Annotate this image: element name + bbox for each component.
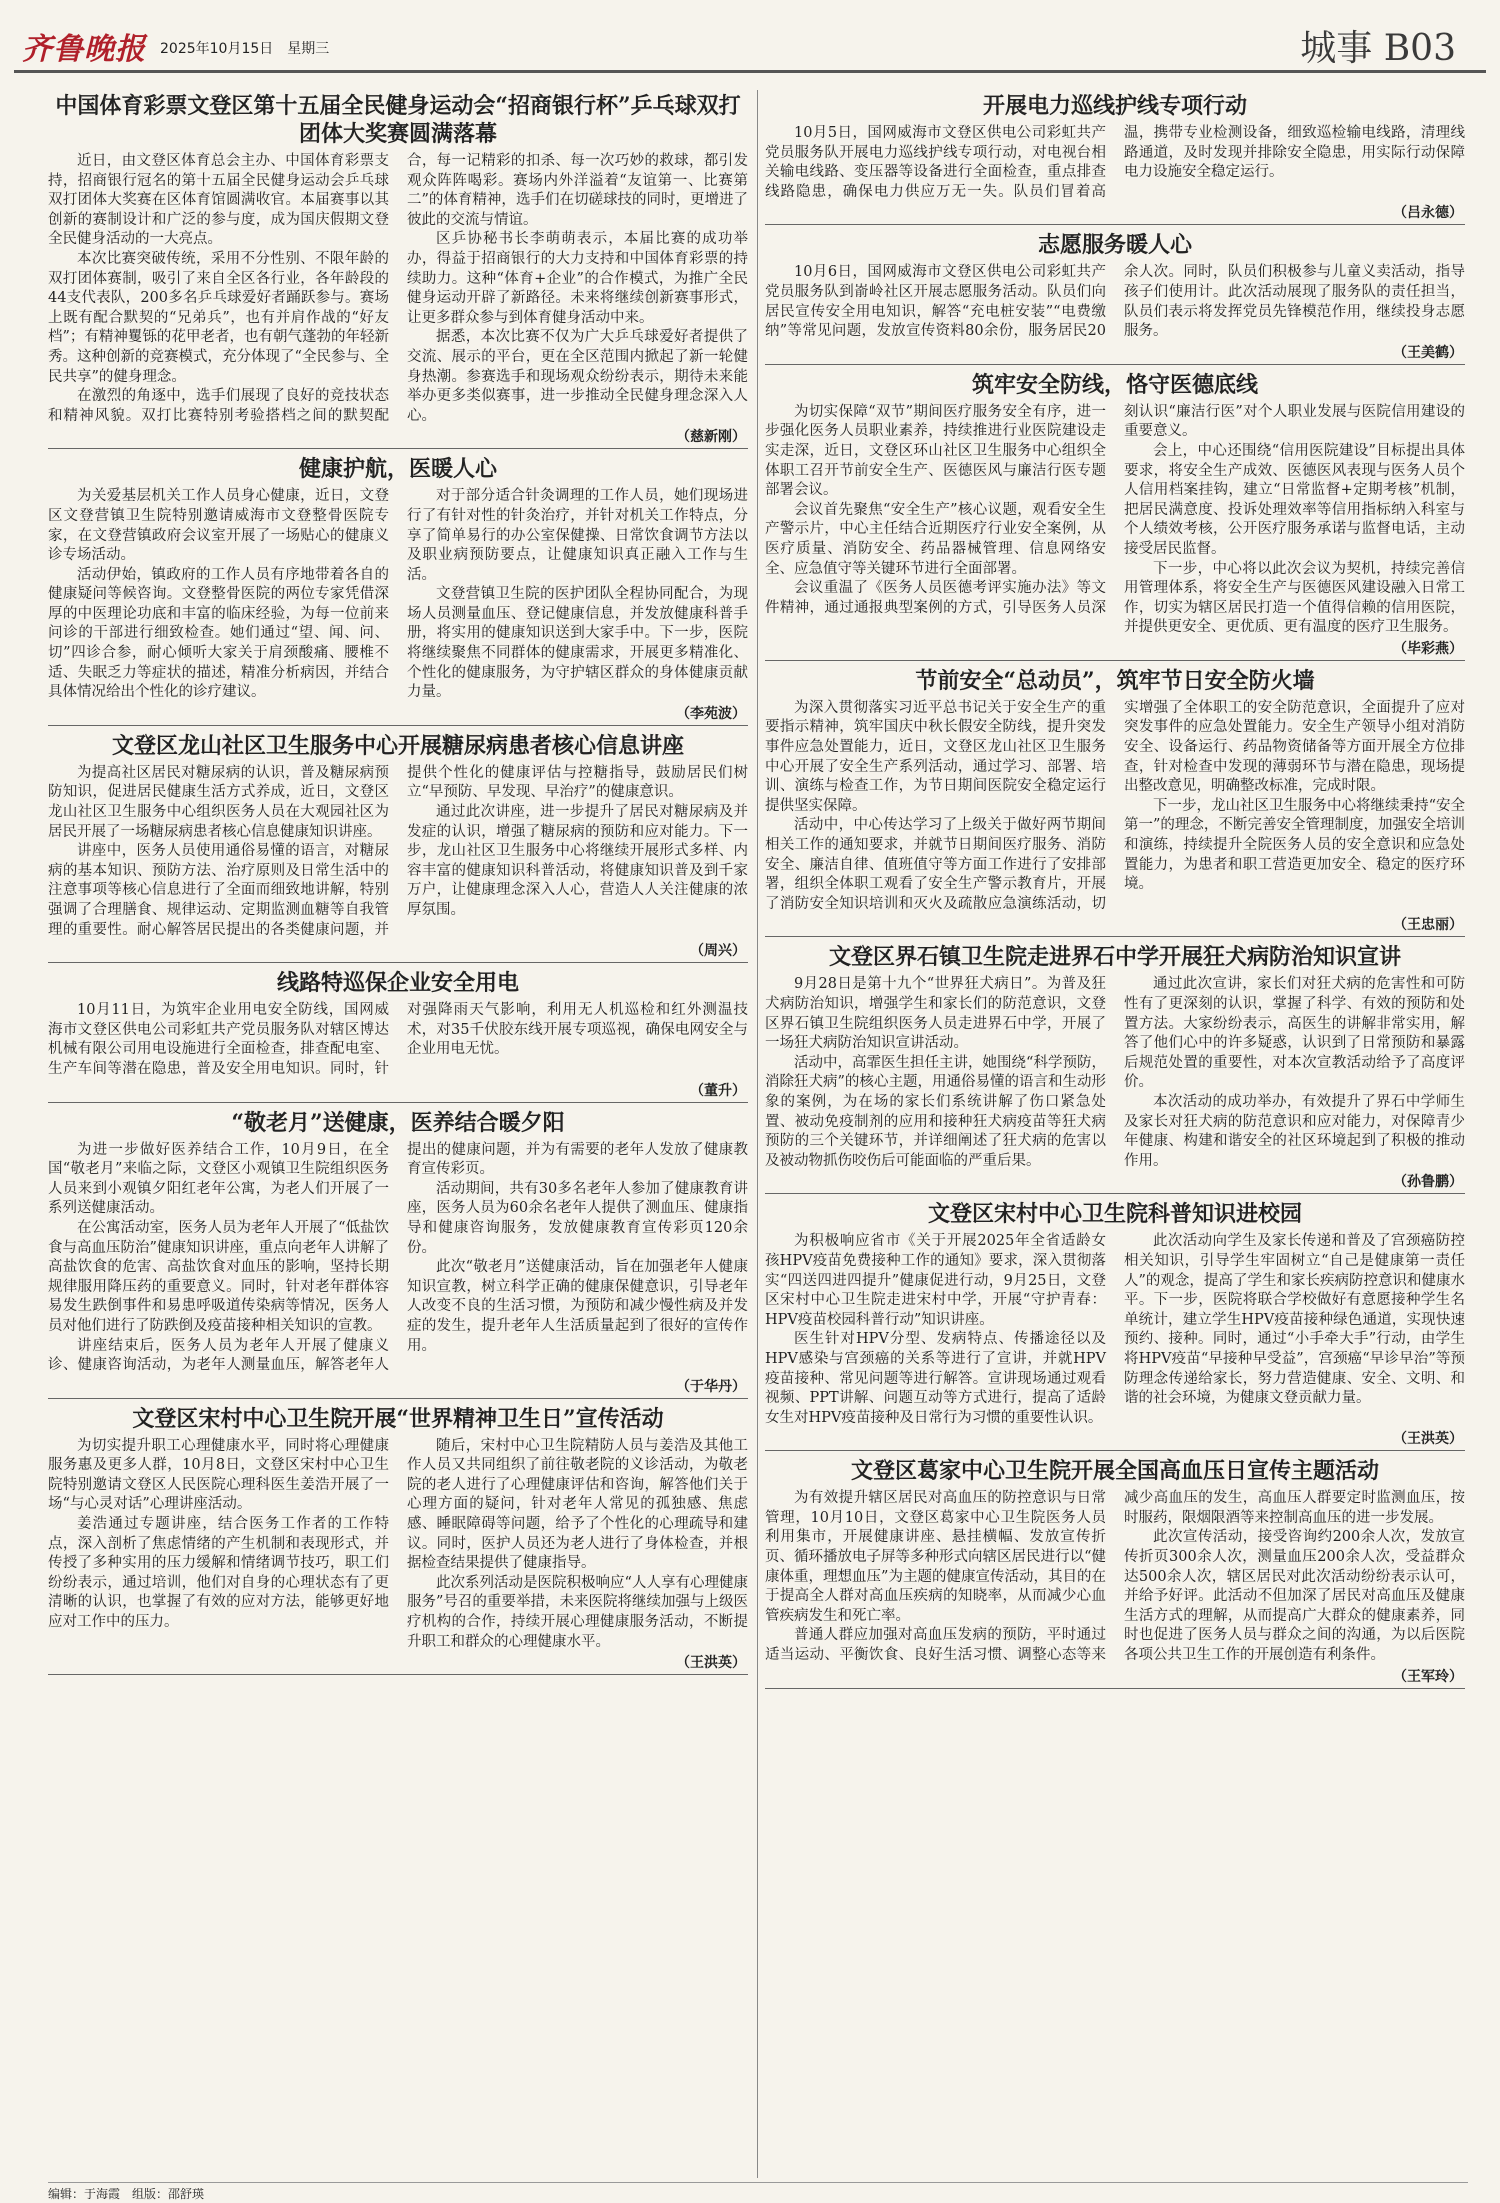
article [765, 369, 1465, 661]
article [48, 730, 748, 963]
article-byline: （王忠丽） [1393, 917, 1463, 934]
article-headline: 文登区宋村中心卫生院科普知识进校园 [927, 1201, 1302, 1228]
article-body [765, 1489, 1465, 1665]
article [765, 1455, 1465, 1688]
article-paragraph: 此次“敬老月”送健康活动，旨在加强老年人健康知识宣教，树立科学正确的健康保健意识，引导老年人改变不良的生活习惯，为预防和减少慢性病及并发症的发生，提升老年人生活质量起到了很好的宣传作用。 [407, 1259, 748, 1354]
article-paragraph: 普通人群应加强对高血压发病的预防，平时通过适当运动、平衡饮食、良好生活习惯、调整心态等来减少高血压的发生，高血压人群要定时监测血压，按时服药，限烟限酒等来控制高血压的进一步发展。 [765, 1490, 1465, 1664]
article-paragraph: 此次活动向学生及家长传递和普及了宫颈癌防控相关知识，引导学生牢固树立“自己是健康第一责任人”的观念，提高了学生和家长疾病防控意识和健康水平。下一步，医院将联合学校做好有意愿接种学生名单统计，建立学生HPV疫苗接种绿色通道，实现快速预约、接种。同时，通过“小手牵大手”行动，由学生将HPV疫苗“早接种早受益”，宫颈癌“早诊早治”等预防理念传递给家长，努力营造健康、安全、文明、和谐的社会环境，为健康文登贡献力量。 [1124, 1233, 1465, 1407]
article-paragraph: 近日，由文登区体育总会主办、中国体育彩票支持，招商银行冠名的第十五届全民健身运动会乒乓球双打团体大奖赛在区体育馆圆满收官。本届赛事以其创新的赛制设计和广泛的参与度，成为国庆假期文登全民健身活动的一大亮点。 [48, 153, 389, 248]
section-label: 城事 B03 [1300, 28, 1456, 69]
article-headline: 志愿服务暖人心 [1037, 232, 1192, 259]
right-column [765, 90, 1465, 2178]
article-paragraph: 在公寓活动室，医务人员为老年人开展了“低盐饮食与高血压防治”健康知识讲座，重点向老年人讲解了高盐饮食的危害、高盐饮食对血压的影响，坚持长期规律服用降压药的重要意义。同时，针对老年群体容易发生跌倒事件和易患呼吸道传染病等情况，医务人员对他们进行了防跌倒及疫苗接种相关知识的宣教。 [48, 1219, 389, 1334]
article-paragraph: 通过此次宣讲，家长们对狂犬病的危害性和可防性有了更深刻的认识，掌握了科学、有效的预防和处置方法。大家纷纷表示，高医生的讲解非常实用，解答了他们心中的许多疑惑，认识到了日常预防和暴露后规范处置的重要性，对本次宣教活动给予了高度评价。 [1124, 976, 1465, 1091]
article-paragraph: 下一步，中心将以此次会议为契机，持续完善信用管理体系，将安全生产与医德医风建设融入日常工作，切实为辖区居民打造一个值得信赖的信用医院，并提供更安全、更优质、更有温度的医疗卫生服务。 [1124, 560, 1465, 636]
article-paragraph: 姜浩通过专题讲座，结合医务工作者的工作特点，深入剖析了焦虑情绪的产生机制和表现形式，并传授了多种实用的压力缓解和情绪调节技巧，职工们纷纷表示，通过培训，他们对自身的心理状态有了更清晰的认识，也掌握了有效的应对方法，能够更好地应对工作中的压力。 [48, 1516, 389, 1631]
article-paragraph: 为积极响应省市《关于开展2025年全省适龄女孩HPV疫苗免费接种工作的通知》要求，深入贯彻落实“四送四进四提升”健康促进行动，9月25日，文登区宋村中心卫生院走进宋村中学，开展“守护青春：HPV疫苗校园科普行动”知识讲座。 [765, 1233, 1106, 1328]
article [765, 229, 1465, 364]
article-headline: 文登区葛家中心卫生院开展全国高血压日宣传主题活动 [850, 1458, 1379, 1485]
article-paragraph: 下一步，龙山社区卫生服务中心将继续秉持“安全第一”的理念，不断完善安全管理制度，加强安全培训和演练，持续提升全院医务人员的安全意识和应急处置能力，为患者和职工营造更加安全、稳定的医疗环境。 [1124, 797, 1465, 893]
article-body [48, 1001, 748, 1079]
article-byline: （孙鲁鹏） [1393, 1174, 1463, 1191]
article-headline: 文登区界石镇卫生院走进界石中学开展狂犬病防治知识宣讲 [828, 944, 1401, 971]
article-paragraph: 本次比赛突破传统，采用不分性别、不限年龄的双打团体赛制，吸引了来自全区各行业，各年龄段的44支代表队，200多名乒乓球爱好者踊跃参与。赛场上既有配合默契的“兄弟兵”，也有并肩作战的“好友档”；有精神矍铄的花甲老者，也有朝气蓬勃的年轻新秀。这种创新的竞赛模式，充分体现了“全民参与、全民共享”的健身理念。 [48, 250, 389, 385]
article-headline: 文登区宋村中心卫生院开展“世界精神卫生日”宣传活动 [132, 1405, 664, 1432]
issue-date: 2025年10月15日 星期三 [160, 41, 330, 57]
article-paragraph: 为关爱基层机关工作人员身心健康，近日，文登区文登营镇卫生院特别邀请威海市文登整骨医院专家，在文登营镇政府会议室开展了一场贴心的健康义诊专场活动。 [48, 488, 389, 564]
article-paragraph: 为切实提升职工心理健康水平，同时将心理健康服务惠及更多人群，10月8日，文登区宋村中心卫生院特别邀请文登区人民医院心理科医生姜浩开展了一场“与心灵对话”心理讲座活动。 [48, 1437, 389, 1513]
article-paragraph: 为切实保障“双节”期间医疗服务安全有序，进一步强化医务人员职业素养，持续推进行业医院建设走实走深，近日，文登区环山社区卫生服务中心组织全体职工召开节前安全生产、医德医风与廉洁行医专题部署会议。 [765, 403, 1106, 499]
article-paragraph: 活动伊始，镇政府的工作人员有序地带着各自的健康疑问等候咨询。文登整骨医院的两位专家凭借深厚的中医理论功底和丰富的临床经验，为每一位前来问诊的干部进行细致检查。她们通过“望、闻、问、切”四诊合参，耐心倾听大家关于肩颈酸痛、腰椎不适、失眠乏力等症状的描述，精准分析病因，并结合具体情况给出个性化的诊疗建议。 [48, 566, 389, 701]
article [48, 1403, 748, 1676]
article-byline: （慈新刚） [676, 429, 746, 446]
article-paragraph: 10月5日，国网威海市文登区供电公司彩虹共产党员服务队开展电力巡线护线专项行动，对电视台相关输电线路、变压器等设备进行全面检查，重点排查线路隐患，确保电力供应万无一失。队员们冒着高温，携带专业检测设备，细致巡检输电线路，清理线路通道，及时发现并排除安全隐患，用实际行动保障电力设施安全稳定运行。 [765, 125, 1465, 200]
article-byline: （周兴） [690, 943, 746, 960]
article-paragraph: 活动中，高霏医生担任主讲，她围绕“科学预防，消除狂犬病”的核心主题，用通俗易懂的语言和生动形象的案例，为在场的家长们系统讲解了伤口紧急处置、被动免疫制剂的应用和接种狂犬病疫苗等狂犬病预防的三个关键环节，并详细阐述了狂犬病的危害以及被动物抓伤咬伤后可能面临的严重后果。 [765, 1054, 1106, 1169]
article-body [48, 1437, 748, 1653]
article-paragraph: 此次系列活动是医院积极响应“人人享有心理健康服务”号召的重要举措，未来医院将继续加强与上级医疗机构的合作，持续开展心理健康服务活动，不断提升职工和群众的心理健康水平。 [407, 1574, 748, 1650]
article-byline: （王军玲） [1393, 1668, 1463, 1685]
article-paragraph: 据悉，本次比赛不仅为广大乒乓球爱好者提供了交流、展示的平台，更在全区范围内掀起了新一轮健身热潮。参赛选手和现场观众纷纷表示，期待未来能举办更多类似赛事，进一步推动全民健身理念深入人心。 [407, 329, 748, 424]
article-body [48, 152, 748, 426]
article-byline: （吕永德） [1393, 205, 1463, 222]
article-byline: （于华丹） [676, 1378, 746, 1395]
article-paragraph: 此次宣传活动，接受咨询约200余人次，发放宣传折页300余人次，测量血压200余人次，受益群众达500余人次，辖区居民对此次活动纷纷表示认可，并给予好评。此活动不但加深了居民对高血压及健康生活方式的理解，从而提高广大群众的健康素养，同时也促进了医务人员与群众之间的沟通，为以后医院各项公共卫生工作的开展创造有利条件。 [1124, 1529, 1465, 1664]
article-paragraph: 9月28日是第十九个“世界狂犬病日”。为普及狂犬病防治知识，增强学生和家长们的防范意识，文登区界石镇卫生院组织医务人员走进界石中学，开展了一场狂犬病防治知识宣讲活动。 [765, 976, 1106, 1052]
article-paragraph: 为深入贯彻落实习近平总书记关于安全生产的重要指示精神，筑牢国庆中秋长假安全防线，提升突发事件应急处置能力，近日，文登区龙山社区卫生服务中心开展了安全生产系列活动，通过学习、部署、培训、演练与检查工作，为节日期间医院安全稳定运行提供坚实保障。 [765, 699, 1106, 814]
masthead-logo: 齐鲁晚报 [22, 32, 146, 67]
article-headline: “敬老月”送健康，医养结合暖夕阳 [231, 1109, 565, 1136]
left-column [48, 90, 748, 2178]
article-body [765, 263, 1465, 341]
article-byline: （王美鹤） [1393, 344, 1463, 361]
article-paragraph: 会议首先聚焦“安全生产”核心议题，观看安全生产警示片，中心主任结合近期医疗行业安全案例，从医疗质量、消防安全、药品器械管理、信息网络安全、应急值守等关键环节进行全面部署。 [765, 501, 1106, 577]
article [765, 1198, 1465, 1451]
article-body [765, 124, 1465, 202]
article-body [765, 1232, 1465, 1428]
article-byline: （李苑波） [676, 705, 746, 722]
article-headline: 健康护航，医暖人心 [298, 456, 497, 483]
article-paragraph: 为有效提升辖区居民对高血压的防控意识与日常管理，10月10日，文登区葛家中心卫生院医务人员利用集市，开展健康讲座、悬挂横幅、发放宣传折页、循环播放电子屏等多种形式向辖区居民进行以“健康体重，理想血压”为主题的健康宣传活动，其目的在于提高全人群对高血压疾病的知晓率，从而减少心血管疾病发生和死亡率。 [765, 1490, 1106, 1624]
article-paragraph: 10月6日，国网威海市文登区供电公司彩虹共产党员服务队到嵛岭社区开展志愿服务活动。队员们向居民宣传安全用电知识，解答“充电桩安装”“电费缴纳”等常见问题，发放宣传资料80余份，服务居民20余人次。同时，队员们积极参与儿童义卖活动，指导孩子们使用计。此次活动展现了服务队的责任担当，队员们表示将发挥党员先锋模范作用，继续投身志愿服务。 [765, 264, 1465, 340]
article-paragraph: 会上，中心还围绕“信用医院建设”目标提出具体要求，将安全生产成效、医德医风表现与医务人员个人信用档案挂钩，建立“日常监督+定期考核”机制，把居民满意度、投诉处理效率等信用指标纳入科室与个人绩效考核，公开医疗服务承诺与监督电话，主动接受居民监督。 [1124, 442, 1465, 557]
article-byline: （毕彩燕） [1393, 640, 1463, 657]
article-body [48, 487, 748, 703]
page-header [14, 8, 1486, 72]
article-paragraph: 医生针对HPV分型、发病特点、传播途径以及HPV感染与宫颈癌的关系等进行了宣讲，并就HPV疫苗接种、常见问题等进行解答。宣讲现场通过观看视频、PPT讲解、问题互动等方式进行，提高了适龄女生对HPV疫苗接种及日常行为习惯的重要性认识。 [765, 1331, 1106, 1426]
article-headline: 文登区龙山社区卫生服务中心开展糖尿病患者核心信息讲座 [111, 732, 684, 759]
article [48, 967, 748, 1102]
header-rule [14, 70, 1486, 73]
article-body [765, 699, 1465, 915]
article-paragraph: 活动中，中心传达学习了上级关于做好两节期间相关工作的通知要求，并就节日期间医疗服务、消防安全、廉洁自律、值班值守等方面工作进行了安排部署，组织全体职工观看了安全生产警示教育片，开展了消防安全知识培训和灭火及疏散应急演练活动，切实增强了全体职工的安全防范意识，全面提升了应对突发事件的应急处置能力。安全生产领导小组对消防安全、设备运行、药品物资储备等方面开展全方位排查，针对检查中发现的薄弱环节与潜在隐患，现场提出整改意见，明确整改标准，完成时限。 [765, 699, 1465, 912]
article [48, 453, 748, 726]
page-footer: 编辑：于海霞 组版：邵舒瑛 [48, 2182, 1468, 2202]
column-divider [757, 90, 758, 2178]
article-paragraph: 随后，宋村中心卫生院精防人员与姜浩及其他工作人员又共同组织了前往敬老院的义诊活动，为敬老院的老人进行了心理健康评估和咨询，解答他们关于心理方面的疑问，针对老年人常见的孤独感、焦虑感、睡眠障碍等问题，给予了个性化的心理疏导和建议。同时，医护人员还为老人进行了身体检查，并根据检查结果提供了健康指导。 [407, 1437, 748, 1572]
article-paragraph: 讲座结束后，医务人员为老年人开展了健康义诊、健康咨询活动，为老年人测量血压，解答老年人提出的健康问题，并为有需要的老年人发放了健康教育宣传彩页。 [48, 1141, 748, 1374]
article [48, 90, 748, 449]
article-headline: 线路特巡保企业安全用电 [276, 970, 519, 997]
article-paragraph: 文登营镇卫生院的医护团队全程协同配合，为现场人员测量血压、登记健康信息，并发放健康科普手册，将实用的健康知识送到大家手中。下一步，医院将继续聚焦不同群体的健康需求，开展更多精准化、个性化的健康服务，为守护辖区群众的身体健康贡献力量。 [407, 586, 748, 701]
article-paragraph: 通过此次讲座，进一步提升了居民对糖尿病及并发症的认识，增强了糖尿病的预防和应对能力。下一步，龙山社区卫生服务中心将继续开展形式多样、内容丰富的健康知识科普活动，将健康知识普及到千家万户，让健康理念深入人心，营造人人关注健康的浓厚氛围。 [407, 804, 748, 918]
article-body [48, 1141, 748, 1376]
article-headline: 开展电力巡线护线专项行动 [982, 93, 1247, 119]
article-paragraph: 活动期间，共有30多名老年人参加了健康教育讲座，医务人员为60余名老年人提供了测血压、健康指导和健康咨询服务，发放健康教育宣传彩页120余份。 [407, 1180, 748, 1256]
article-paragraph: 为提高社区居民对糖尿病的认识，普及糖尿病预防知识，促进居民健康生活方式养成，近日，文登区龙山社区卫生服务中心组织医务人员在大观园社区为居民开展了一场糖尿病患者核心信息健康知识讲座。 [48, 764, 389, 840]
article-paragraph: 本次活动的成功举办，有效提升了界石中学师生及家长对狂犬病的防范意识和应对能力，对保障青少年健康、构建和谐安全的社区环境起到了积极的推动作用。 [1124, 1093, 1465, 1169]
article-paragraph: 讲座中，医务人员使用通俗易懂的语言，对糖尿病的基本知识、预防方法、治疗原则及日常生活中的注意事项等核心信息进行了全面而细致地讲解，特别强调了合理膳食、规律运动、定期监测血糖等自我管理的重要性。耐心解答居民提出的各类健康问题，并提供个性化的健康评估与控糖指导，鼓励居民们树立“早预防、早发现、早治疗”的健康意识。 [48, 764, 748, 938]
article [765, 665, 1465, 938]
article-body [765, 975, 1465, 1171]
article-byline: （董升） [690, 1082, 746, 1099]
article-paragraph: 为进一步做好医养结合工作，10月9日，在全国“敬老月”来临之际，文登区小观镇卫生院组织医务人员来到小观镇夕阳红老年公寓，为老人们开展了一系列送健康活动。 [48, 1141, 389, 1217]
article-paragraph: 会议重温了《医务人员医德考评实施办法》等文件精神，通过通报典型案例的方式，引导医务人员深刻认识“廉洁行医”对个人职业发展与医院信用建设的重要意义。 [765, 403, 1465, 616]
article-byline: （王洪英） [676, 1655, 746, 1672]
article-paragraph: 10月11日，为筑牢企业用电安全防线，国网威海市文登区供电公司彩虹共产党员服务队对辖区博达机械有限公司用电设施进行全面检查，排查配电室、生产车间等潜在隐患，普及安全用电知识。同时，针对强降雨天气影响，利用无人机巡检和红外测温技术，对35千伏胶东线开展专项巡视，确保电网安全与企业用电无忧。 [48, 1002, 748, 1077]
article-paragraph: 区乒协秘书长李萌萌表示，本届比赛的成功举办，得益于招商银行的大力支持和中国体育彩票的持续助力。这种“体育+企业”的合作模式，为推广全民健身运动开辟了新路径。未来将继续创新赛事形式，让更多群众参与到体育健身活动中来。 [407, 231, 748, 326]
article-paragraph: 对于部分适合针灸调理的工作人员，她们现场进行了有针对性的针灸治疗，并针对机关工作特点，分享了简单易行的办公室保健操、日常饮食调节方法以及职业病预防要点，让健康知识真正融入工作与生活。 [407, 488, 748, 583]
article-body [48, 764, 748, 940]
article-body [765, 403, 1465, 638]
article-headline: 中国体育彩票文登区第十五届全民健身运动会“招商银行杯”乒乓球双打团体大奖赛圆满落幕 [55, 93, 741, 147]
article [48, 1107, 748, 1399]
article-paragraph: 在激烈的角逐中，选手们展现了良好的竞技状态和精神风貌。双打比赛特别考验搭档之间的默契配合，每一记精彩的扣杀、每一次巧妙的救球，都引发观众阵阵喝彩。赛场内外洋溢着“友谊第一、比赛第二”的体育精神，选手们在切磋球技的同时，更增进了彼此的交流与情谊。 [48, 153, 748, 424]
article-headline: 节前安全“总动员”，筑牢节日安全防火墙 [915, 667, 1315, 694]
article-headline: 筑牢安全防线，恪守医德底线 [971, 371, 1258, 398]
article [765, 941, 1465, 1194]
article-byline: （王洪英） [1393, 1431, 1463, 1448]
article [765, 90, 1465, 225]
